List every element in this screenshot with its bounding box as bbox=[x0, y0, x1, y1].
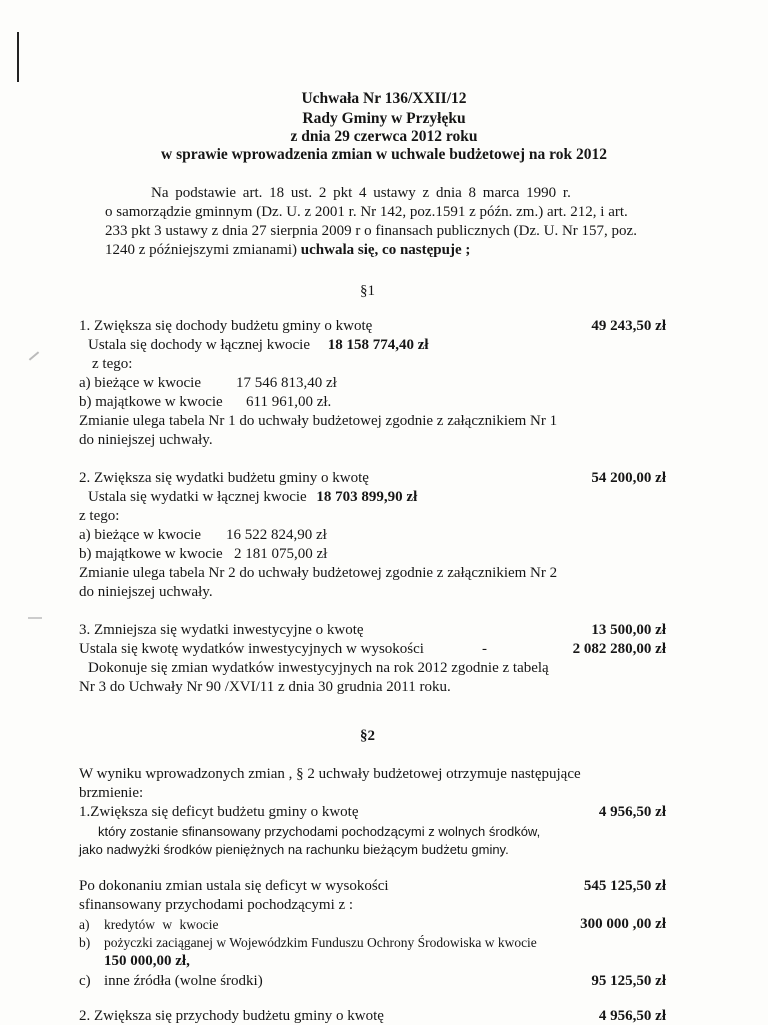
investment-decrease-amount: 13 500,00 zł bbox=[591, 622, 666, 638]
income-increase-line: 1. Zwiększa się dochody budżetu gminy o kwotę bbox=[79, 318, 373, 334]
investment-total-amount: 2 082 280,00 zł bbox=[572, 641, 666, 657]
income-table-note-end: do niniejszej uchwały. bbox=[79, 432, 213, 448]
income-current-value: 17 546 813,40 zł bbox=[236, 375, 337, 391]
expense-capital-label: b) majątkowe w kwocie bbox=[79, 546, 223, 562]
income-increase-amount: 49 243,50 zł bbox=[591, 318, 666, 334]
scan-punch-mark bbox=[28, 617, 42, 619]
scan-edge-mark bbox=[17, 32, 19, 82]
deficit-total-line: Po dokonaniu zmian ustala się deficyt w wysokości bbox=[79, 878, 389, 894]
deficit-financing-note-end: jako nadwyżki środków pieniężnych na rachunku bieżącym budżetu gminy. bbox=[79, 842, 509, 857]
document-title: Uchwała Nr 136/XXII/12 bbox=[301, 90, 467, 107]
source-c-amount: 95 125,50 zł bbox=[591, 973, 666, 989]
preamble-line-4 bbox=[105, 242, 470, 259]
deficit-increase-amount: 4 956,50 zł bbox=[598, 804, 666, 820]
expense-current-label: a) bieżące w kwocie bbox=[79, 527, 202, 543]
document-subject: w sprawie wprowadzenia zmian w uchwale budżetowej na rok 2012 bbox=[161, 146, 607, 163]
revenue-increase-amount: 4 956,50 zł bbox=[598, 1008, 666, 1024]
source-b-amount: 150 000,00 zł, bbox=[104, 953, 190, 969]
expense-current-value: 16 522 824,90 zł bbox=[226, 527, 327, 543]
income-current-label: a) bieżące w kwocie bbox=[79, 375, 202, 391]
document-council: Rady Gminy w Przyłęku bbox=[302, 110, 466, 127]
income-total-line bbox=[88, 337, 429, 354]
expense-total-line bbox=[88, 489, 417, 506]
expense-breakdown-label: z tego: bbox=[79, 508, 120, 524]
expense-increase-line: 2. Zwiększa się wydatki budżetu gminy o kwotę bbox=[79, 470, 369, 486]
source-b-label: b) bbox=[79, 935, 91, 950]
investment-decrease-line: 3. Zmniejsza się wydatki inwestycyjne o kwotę bbox=[79, 622, 364, 638]
income-capital-label: b) majątkowe w kwocie bbox=[79, 394, 223, 410]
income-total-amount: 18 158 774,40 zł bbox=[327, 337, 429, 353]
source-a-label: a) bbox=[79, 917, 90, 932]
preamble-line-1: Na podstawie art. 18 ust. 2 pkt 4 ustawy z dnia 8 marca 1990 r. bbox=[151, 185, 571, 201]
expense-table-note: Zmianie ulega tabela Nr 2 do uchwały budżetowej zgodnie z załącznikiem Nr 2 bbox=[79, 565, 558, 581]
source-c-label: c) bbox=[79, 973, 91, 989]
section-2-intro-end: brzmienie: bbox=[79, 785, 144, 801]
source-a-text: kredytów w kwocie bbox=[104, 917, 219, 932]
investment-change-note: Dokonuje się zmian wydatków inwestycyjnych na rok 2012 zgodnie z tabelą bbox=[88, 660, 549, 676]
investment-total-dash: - bbox=[482, 641, 487, 657]
investment-change-note-end: Nr 3 do Uchwały Nr 90 /XVI/11 z dnia 30 grudnia 2011 roku. bbox=[79, 679, 451, 695]
section-2-heading: §2 bbox=[360, 728, 375, 744]
income-capital-value: 611 961,00 zł. bbox=[246, 394, 332, 410]
income-table-note: Zmianie ulega tabela Nr 1 do uchwały budżetowej zgodnie z załącznikiem Nr 1 bbox=[79, 413, 558, 429]
expense-total-amount: 18 703 899,90 zł bbox=[316, 489, 418, 505]
scan-punch-mark bbox=[29, 351, 39, 360]
section-1-heading: §1 bbox=[360, 283, 375, 299]
expense-increase-amount: 54 200,00 zł bbox=[591, 470, 666, 486]
document-date: z dnia 29 czerwca 2012 roku bbox=[290, 128, 478, 145]
deficit-increase-line: 1.Zwiększa się deficyt budżetu gminy o kwotę bbox=[79, 804, 359, 820]
deficit-total-amount: 545 125,50 zł bbox=[583, 878, 666, 894]
revenue-increase-line: 2. Zwiększa się przychody budżetu gminy o kwotę bbox=[79, 1008, 384, 1024]
income-breakdown-label: z tego: bbox=[92, 356, 133, 372]
expense-total-label: Ustala się wydatki w łącznej kwocie bbox=[88, 489, 307, 505]
preamble-line-2: o samorządzie gminnym (Dz. U. z 2001 r. Nr 142, poz.1591 z późn. zm.) art. 212, i art. bbox=[105, 204, 628, 220]
source-b-text: pożyczki zaciąganej w Wojewódzkim Funduszu Ochrony Środowiska w kwocie bbox=[104, 935, 537, 950]
expense-capital-value: 2 181 075,00 zł bbox=[234, 546, 328, 562]
preamble-line-4-text: 1240 z późniejszymi zmianami) bbox=[105, 242, 298, 258]
section-2-intro: W wyniku wprowadzonych zmian , § 2 uchwały budżetowej otrzymuje następujące bbox=[79, 766, 581, 782]
investment-total-line: Ustala się kwotę wydatków inwestycyjnych w wysokości bbox=[79, 641, 424, 657]
deficit-sources-label: sfinansowany przychodami pochodzącymi z : bbox=[79, 897, 354, 913]
expense-table-note-end: do niniejszej uchwały. bbox=[79, 584, 213, 600]
source-a-amount: 300 000 ,00 zł bbox=[580, 916, 666, 932]
source-c-text: inne źródła (wolne środki) bbox=[104, 973, 263, 989]
preamble-line-3: 233 pkt 3 ustawy z dnia 27 sierpnia 2009 r o finansach publicznych (Dz. U. Nr 157, poz. bbox=[105, 223, 637, 239]
preamble-enactment: uchwala się, co następuje ; bbox=[300, 242, 471, 258]
deficit-financing-note: który zostanie sfinansowany przychodami pochodzącymi z wolnych środków, bbox=[98, 824, 541, 839]
income-total-label: Ustala się dochody w łącznej kwocie bbox=[88, 337, 311, 353]
